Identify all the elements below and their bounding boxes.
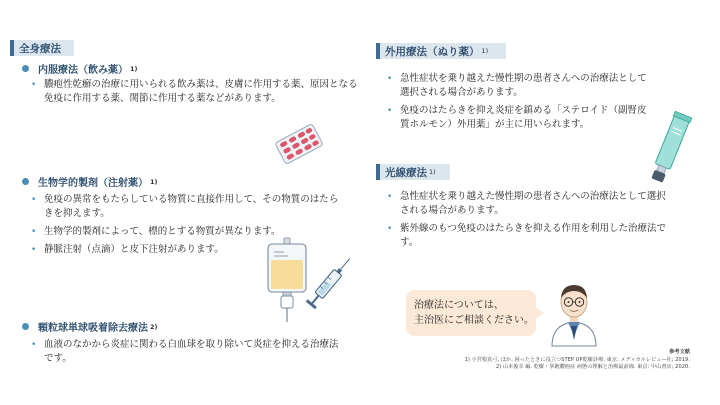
biologics-title: 生物学的製剤（注射薬） <box>38 178 148 189</box>
consult-speech-bubble <box>406 290 536 336</box>
topical-therapy-list <box>386 72 656 136</box>
biologics-ref: 1) <box>150 177 158 186</box>
reference-item: 2) 山本俊幸 編. 乾癬・掌蹠膿疱症 病態の理解と治療最前線. 東京: 中山書店; 2020. <box>495 364 690 370</box>
references-title: 参考文献 <box>669 349 690 355</box>
list-item: • 膿疱性乾癬の治療に用いられる飲み薬は、皮膚に作用する薬、原因となる免疫に作用する薬、関節に作用する薬などがあります。 <box>30 78 360 106</box>
references <box>465 349 690 372</box>
doctor-icon <box>548 280 600 346</box>
oral-therapy-ref: 1) <box>130 64 138 73</box>
oral-therapy-list <box>30 78 360 110</box>
list-item: • 血液のなかから炎症に関わる白血球を取り除いて炎症を抑える治療法です。 <box>30 338 346 366</box>
list-item: • 紫外線のもつ免疫のはたらきを抑える作用を利用した治療法です。 <box>386 222 672 250</box>
gcap-title: 顆粒球単球吸着除去療法 <box>38 323 148 334</box>
list-item: • 免疫の異常をもたらしている物質に直接作用して、その物質のはたらきを抑えます。 <box>30 193 346 221</box>
oral-therapy-title: 内服療法（飲み薬） <box>38 65 128 76</box>
phototherapy-ref: 1) <box>429 168 436 176</box>
topical-therapy-ref: 1) <box>481 47 489 55</box>
syringe-icon <box>306 252 360 308</box>
oral-therapy-heading <box>22 61 138 76</box>
biologics-heading <box>22 174 158 189</box>
pill-blister-icon <box>274 124 324 164</box>
phototherapy-list <box>386 190 672 254</box>
bubble-line-1: 治療法については、 <box>414 300 504 311</box>
bullet-dot-icon <box>22 323 29 330</box>
topical-therapy-title: 外用療法（ぬり薬） <box>385 45 480 58</box>
gcap-ref: 2) <box>150 322 158 331</box>
bullet-dot-icon <box>22 178 29 185</box>
list-item: • 急性症状を乗り越えた慢性期の患者さんへの治療法として選択される場合があります。 <box>386 190 672 218</box>
bubble-line-2: 主治医にご相談ください。 <box>414 315 534 326</box>
ointment-tube-icon <box>650 108 690 188</box>
list-item: • 生物学的製剤によって、標的とする物質が異なります。 <box>30 225 346 239</box>
list-item: • 免疫のはたらきを抑え炎症を鎮める「ステロイド（副腎皮質ホルモン）外用薬」が主に用いられます。 <box>386 104 656 132</box>
gcap-heading <box>22 319 158 334</box>
iv-drip-bag-icon <box>264 238 310 322</box>
phototherapy-title: 光線療法 <box>385 166 427 179</box>
systemic-therapy-title: 全身療法 <box>19 42 61 55</box>
gcap-list <box>30 338 346 370</box>
bullet-dot-icon <box>22 65 29 72</box>
systemic-therapy-header <box>10 40 74 56</box>
reference-item: 1) 小宮根真弓, ほか. 困ったときに役立つSTEP UP乾癬診療. 東京: メディカルレビュー社; 2019. <box>464 356 690 363</box>
list-item: • 静脈注射（点滴）と皮下注射があります。 <box>30 243 346 257</box>
list-item: • 急性症状を乗り越えた慢性期の患者さんへの治療法として選択される場合があります。 <box>386 72 656 100</box>
phototherapy-header <box>376 164 450 180</box>
topical-therapy-header <box>376 43 506 59</box>
